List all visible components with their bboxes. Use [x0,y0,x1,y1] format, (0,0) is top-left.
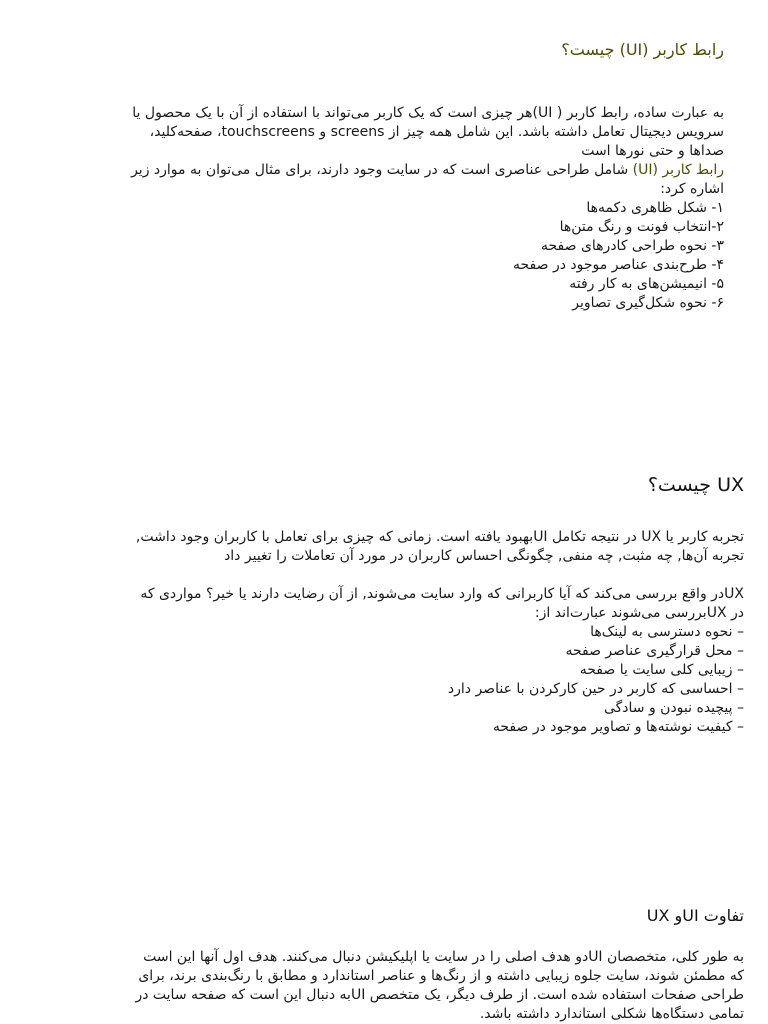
ui-intro-line: به عبارت ساده، رابط کاربر ( UI)هر چیزی است که یک کاربر می‌تواند با استفاده از آن با یک محصول یا [132,105,724,121]
list-item: – نحوه دسترسی به لینک‌ها [590,624,744,640]
ux-paragraph-2 [140,585,744,623]
list-item: ۲-انتخاب فونت و رنگ متن‌ها [559,219,724,235]
ui-intro-line: سرویس دیجیتال تعامل داشته باشد. این شامل همه چیز از screens و touchscreens، صفحه‌کلید، [149,124,724,140]
ui-design-line [131,161,724,180]
list-item: – زیبایی کلی سایت یا صفحه [579,662,744,678]
diff-section-title: تفاوت UIو UX [646,906,744,925]
ui-design-line2: اشاره کرد: [660,181,724,197]
ui-design-rest: شامل طراحی عناصری است که در سایت وجود دارند، برای مثال می‌توان به موارد زیر [131,162,633,178]
ui-section-title: رابط کاربر (UI) چیست؟ [561,40,724,59]
ux-para1-line: تجربه کاربر یا UX در نتیجه تکامل UIبهبود یافته است. زمانی که چیزی برای تعامل با کاربران وجود داشت, [135,529,744,545]
ui-elements-list [513,199,724,313]
list-item: – پیچیده نبودن و سادگی [603,700,744,716]
list-item: ۴- طرح‌بندی عناصر موجود در صفحه [513,257,724,273]
list-item: ۵- انیمیشن‌های به کار رفته [569,276,724,292]
ux-para2-line: در UXبررسی می‌شوند عبارت‌اند از: [534,605,744,621]
ux-para2-line: UXدر واقع بررسی می‌کند که آیا کاربرانی که وارد سایت می‌شوند, از آن رضایت دارند یا خیر؟ مواردی که [140,586,744,602]
diff-paragraph [135,948,744,1024]
ux-section-title: UX چیست؟ [647,474,744,496]
ux-para1-line: تجربه آن‌ها, چه مثبت, چه منفی, چگونگی احساس کاربران در مورد آن تعاملات را تغییر داد [224,548,744,564]
list-item: ۶- نحوه شکل‌گیری تصاویر [572,295,724,311]
ux-checks-list [448,623,744,737]
ui-intro-line: صداها و حتی نورها است [581,143,724,159]
list-item: – محل قرارگیری عناصر صفحه [565,643,744,659]
diff-line: به طور کلی، متخصصان UIدو هدف اصلی را در سایت یا اپلیکیشن دنبال می‌کنند. هدف اول آنها این است [143,949,744,965]
list-item: – احساسی که کاربر در حین کارکردن با عناصر دارد [447,681,744,697]
ui-intro-paragraph [131,104,724,199]
diff-line: طراحی صفحات استفاده شده است. از طرف دیگر، یک متخصص UIبه دنبال این است که صفحه سایت در [135,987,744,1003]
list-item: – کیفیت نوشته‌ها و تصاویر موجود در صفحه [492,719,744,735]
ux-paragraph-1 [136,528,744,566]
list-item: ۳- نحوه طراحی کادرهای صفحه [540,238,724,254]
diff-line: که مطمئن شوند، سایت جلوه زیبایی داشته و از رنگ‌ها و عناصر استاندارد و مطابق با رنگ‌بندی برند، برای [138,968,744,984]
diff-line: تمامی دستگاه‌ها شکلی استاندارد داشته باشد. [479,1006,744,1022]
list-item: ۱- شکل ظاهری دکمه‌ها [586,200,724,216]
ui-design-highlight: رابط کاربر (UI) [632,162,724,178]
